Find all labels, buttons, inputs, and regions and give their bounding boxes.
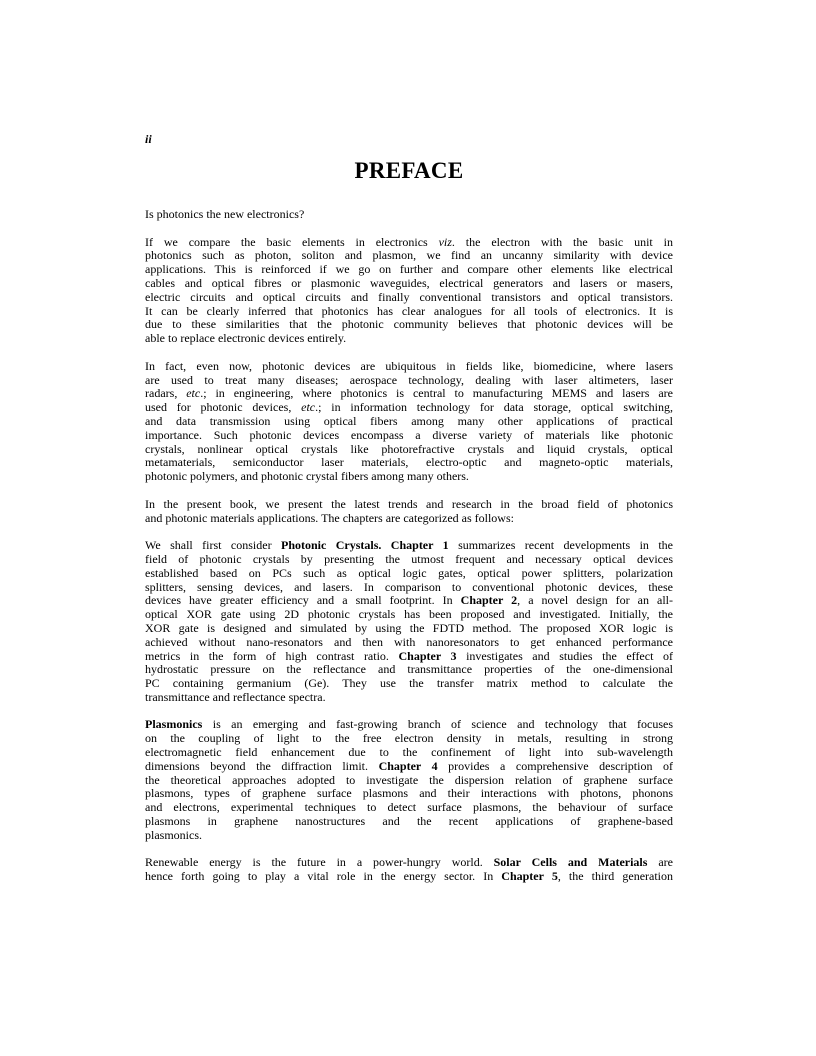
- text-line: [145, 456, 673, 470]
- text-run: electric circuits and optical circuits and finally conventional transistors and optical transistors.: [145, 289, 673, 304]
- text-run: provides a comprehensive description of: [437, 758, 673, 773]
- text-run: and electrons, experimental techniques to detect surface plasmons, the behaviour of surface: [145, 800, 673, 815]
- text-line: [145, 208, 673, 222]
- text-run: metamaterials, semiconductor laser materials, electro-optic and magneto-optic materials,: [145, 455, 673, 470]
- text-line: [145, 387, 673, 401]
- text-line: [145, 856, 673, 870]
- text-run: optical XOR gate using 2D photonic crystals has been proposed and investigated. Initially, the: [145, 607, 673, 622]
- text-run: electromagnetic field enhancement due to the confinement of light into sub-wavelength: [145, 745, 673, 760]
- text-line: [145, 677, 673, 691]
- text-line: [145, 305, 673, 319]
- bold-text: Chapter 4: [378, 758, 438, 773]
- paragraph: [145, 718, 673, 842]
- text-run: are: [647, 855, 673, 870]
- text-line: [145, 801, 673, 815]
- text-run: hydrostatic pressure on the reflectance and transmittance properties of the one-dimensional: [145, 662, 673, 677]
- text-line: [145, 567, 673, 581]
- text-run: and photonic materials applications. The chapters are categorized as follows:: [145, 510, 514, 525]
- text-run: .; in engineering, where photonics is central to manufacturing MEMS and lasers are: [200, 386, 673, 401]
- text-line: [145, 498, 673, 512]
- text-line: [145, 415, 673, 429]
- text-run: , the third generation: [557, 869, 674, 884]
- text-run: radars,: [145, 386, 187, 401]
- text-run: investigates and studies the effect of: [456, 648, 673, 663]
- text-line: [145, 594, 673, 608]
- paragraph: [145, 236, 673, 346]
- text-run: the theoretical approaches adopted to investigate the dispersion relation of graphene surface: [145, 772, 673, 787]
- text-line: [145, 374, 673, 388]
- text-line: [145, 608, 673, 622]
- page-number: ii: [145, 132, 152, 146]
- text-line: [145, 787, 673, 801]
- text-line: [145, 470, 673, 484]
- text-run: .; in information technology for data storage, optical switching,: [315, 400, 674, 415]
- paragraph: [145, 208, 673, 222]
- text-run: used for photonic devices,: [145, 400, 302, 415]
- text-line: [145, 691, 673, 705]
- text-line: [145, 332, 673, 346]
- italic-text: viz: [438, 234, 452, 249]
- paragraph: [145, 360, 673, 484]
- text-run: Is photonics the new electronics?: [145, 207, 305, 221]
- text-run: In fact, even now, photonic devices are ubiquitous in fields like, biomedicine, where lasers: [145, 358, 673, 373]
- text-line: [145, 760, 673, 774]
- preface-body: [145, 208, 673, 898]
- text-line: [145, 870, 673, 884]
- text-line: [145, 512, 673, 526]
- bold-text: Chapter 2: [460, 593, 518, 608]
- text-run: It can be clearly inferred that photonics has clear analogues for all tools of electronics. It is: [145, 303, 673, 318]
- text-run: and data transmission using optical fibers among many other applications of practical: [145, 413, 673, 428]
- bold-text: Solar Cells and Materials: [493, 855, 648, 870]
- text-run: field of photonic crystals by presenting the utmost frequent and necessary optical devices: [145, 551, 673, 566]
- text-run: metrics in the form of high contrast ratio.: [145, 648, 399, 663]
- text-line: [145, 539, 673, 553]
- paragraph: [145, 498, 673, 526]
- text-run: We shall first consider: [145, 538, 281, 553]
- paragraph: [145, 539, 673, 705]
- text-line: [145, 746, 673, 760]
- text-line: [145, 774, 673, 788]
- text-line: [145, 732, 673, 746]
- text-run: photonic polymers, and photonic crystal fibers among many others.: [145, 469, 469, 484]
- text-line: [145, 277, 673, 291]
- bold-text: Photonic Crystals. Chapter 1: [280, 538, 449, 553]
- text-run: splitters, sensing devices, and lasers. In comparison to conventional photonic devices, these: [145, 579, 673, 594]
- text-run: devices have greater efficiency and a small footprint. In: [145, 593, 461, 608]
- text-run: plasmonics.: [145, 827, 202, 842]
- text-run: cables and optical fibres or plasmonic waveguides, electrical generators and lasers or masers,: [145, 275, 673, 290]
- bold-text: Plasmonics: [145, 717, 203, 732]
- text-run: photonics such as photon, soliton and plasmon, we find an uncanny similarity with device: [145, 248, 673, 263]
- text-line: [145, 718, 673, 732]
- text-run: XOR gate is designed and simulated by using the FDTD method. The proposed XOR logic is: [145, 620, 673, 635]
- text-line: [145, 401, 673, 415]
- text-run: plasmons in graphene nanostructures and the recent applications of graphene-based: [145, 814, 673, 829]
- italic-text: etc: [186, 386, 201, 401]
- paragraph: [145, 856, 673, 884]
- text-run: If we compare the basic elements in electronics: [145, 234, 439, 249]
- text-run: importance. Such photonic devices encompass a diverse variety of materials like photonic: [145, 427, 673, 442]
- bold-text: Chapter 5: [501, 869, 558, 884]
- text-run: plasmons, types of graphene surface plasmons and their interactions with photons, phonons: [145, 786, 673, 801]
- text-line: [145, 663, 673, 677]
- text-run: dimensions beyond the diffraction limit.: [145, 758, 379, 773]
- text-run: , a novel design for an all-: [517, 593, 674, 608]
- text-run: achieved without nano-resonators and then with nanoresonators to get enhanced performance: [145, 634, 673, 649]
- text-line: [145, 236, 673, 250]
- text-run: PC containing germanium (Ge). They use the transfer matrix method to calculate the: [145, 676, 673, 691]
- text-run: hence forth going to play a vital role in the energy sector. In: [145, 869, 502, 884]
- text-run: crystals, nonlinear optical crystals like photorefractive crystals and liquid crystals, optical: [145, 441, 673, 456]
- text-run: . the electron with the basic unit in: [451, 234, 673, 249]
- text-line: [145, 553, 673, 567]
- text-run: In the present book, we present the latest trends and research in the broad field of photonics: [145, 496, 673, 511]
- text-line: [145, 360, 673, 374]
- text-run: established based on PCs such as optical logic gates, optical power splitters, polarization: [145, 565, 673, 580]
- text-run: due to these similarities that the photonic community believes that photonic devices will be: [145, 317, 673, 332]
- text-line: [145, 429, 673, 443]
- bold-text: Chapter 3: [398, 648, 457, 663]
- text-line: [145, 581, 673, 595]
- italic-text: etc: [301, 400, 316, 415]
- text-run: applications. This is reinforced if we go on further and compare other elements like electrical: [145, 262, 673, 277]
- text-line: [145, 263, 673, 277]
- text-line: [145, 318, 673, 332]
- text-line: [145, 815, 673, 829]
- text-line: [145, 636, 673, 650]
- text-run: summarizes recent developments in the: [448, 538, 673, 553]
- text-line: [145, 650, 673, 664]
- text-line: [145, 622, 673, 636]
- text-run: are used to treat many diseases; aerospace technology, dealing with laser altimeters, laser: [145, 372, 673, 387]
- text-run: Renewable energy is the future in a power-hungry world.: [145, 855, 494, 870]
- text-run: is an emerging and fast-growing branch of science and technology that focuses: [202, 717, 673, 732]
- text-run: able to replace electronic devices entirely.: [145, 331, 347, 346]
- text-line: [145, 443, 673, 457]
- text-line: [145, 829, 673, 843]
- text-line: [145, 249, 673, 263]
- page-title: PREFACE: [354, 158, 464, 183]
- text-run: transmittance and reflectance spectra.: [145, 689, 326, 704]
- text-run: on the coupling of light to the free electron density in metals, resulting in strong: [145, 731, 673, 746]
- text-line: [145, 291, 673, 305]
